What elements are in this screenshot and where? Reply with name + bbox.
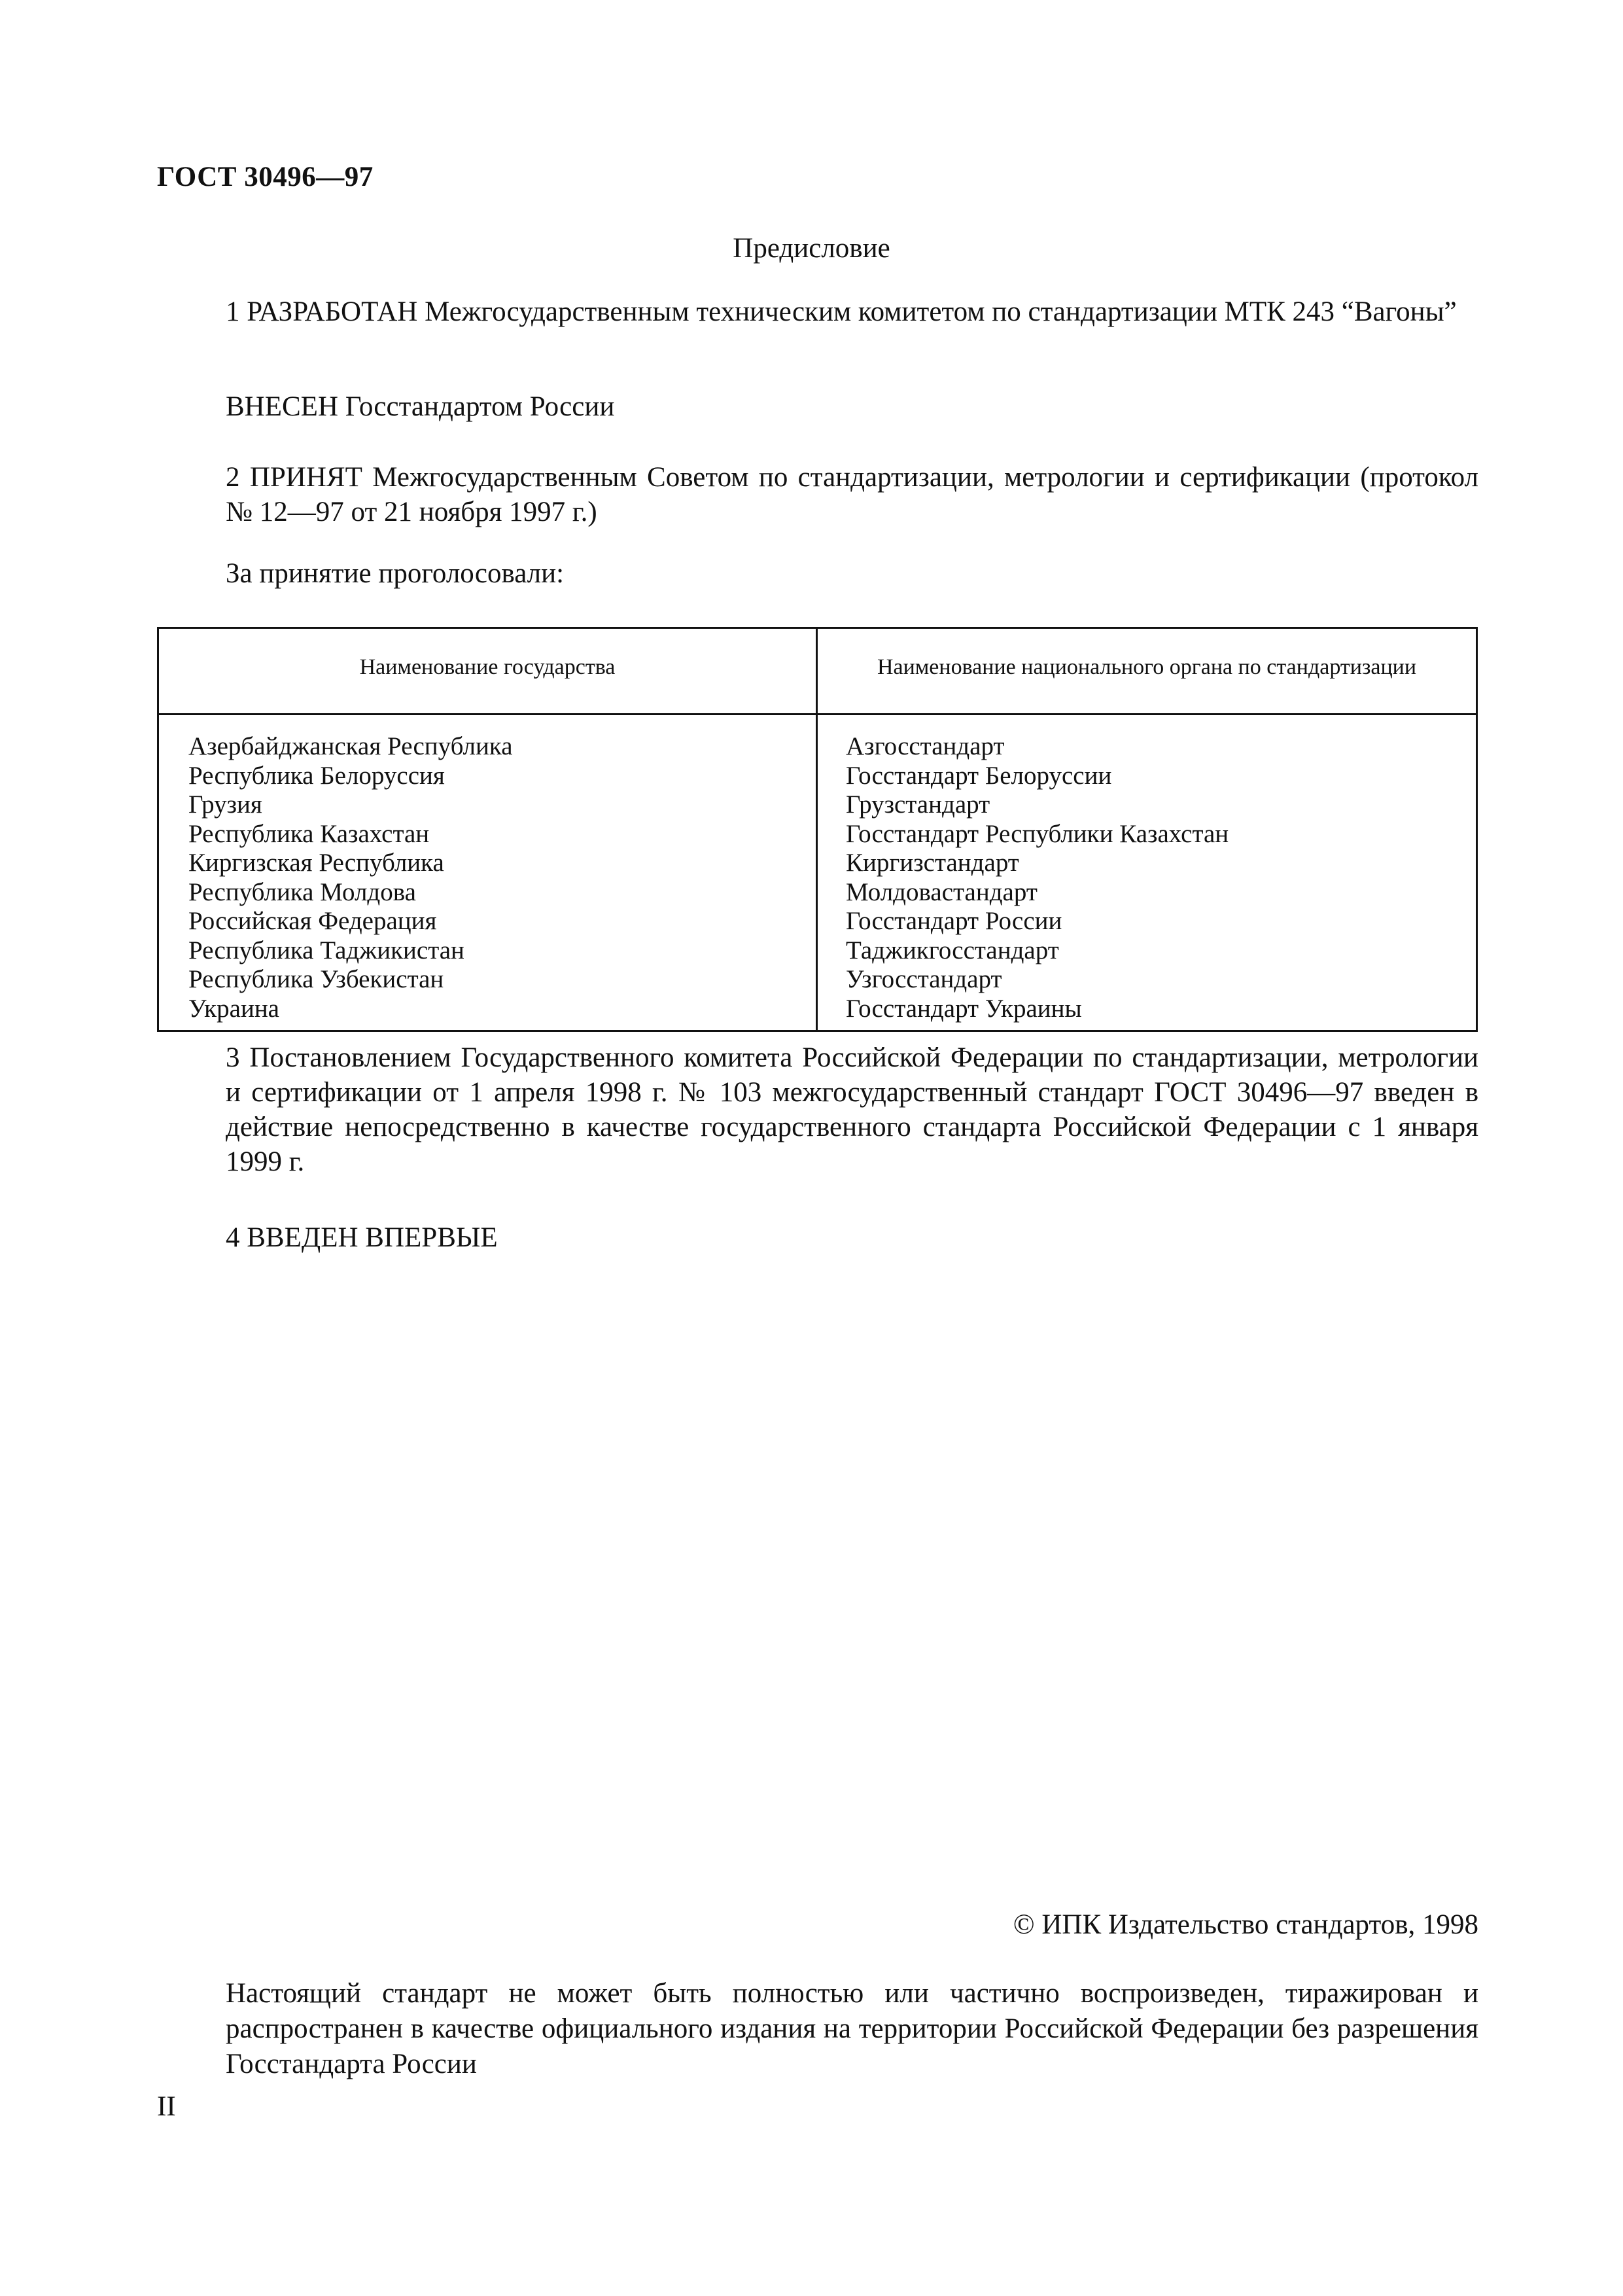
table-cell-state: Республика Узбекистан [188, 965, 444, 993]
table-column-divider [816, 629, 818, 1030]
paragraph-introduced-by: ВНЕСЕН Госстандартом России [226, 391, 615, 422]
paragraph-enactment: 3 Постановлением Государственного комитета Российской Федерации по стандартизации, метрологии и сертификации от 1 апреля 1998 г. № 103 межгосударственный стандарт ГОСТ 30496—97 введен в действие непосредственно в качестве государственного стандарта Российской Федерации с 1 января 1999 г. [226, 1042, 1478, 1177]
state-list [188, 732, 513, 1023]
table-header-state: Наименование государства [359, 655, 616, 679]
paragraph-developed-by: 1 РАЗРАБОТАН Межгосударственным техническим комитетом по стандартизации МТК 243 “Вагоны” [226, 296, 1457, 327]
table-cell-national-body: Киргизстандарт [846, 849, 1019, 877]
paragraph-first-introduced: 4 ВВЕДЕН ВПЕРВЫЕ [226, 1222, 498, 1253]
reproduction-notice: Настоящий стандарт не может быть полностью или частично воспроизведен, тиражирован и распространен в качестве официального издания на территории Российской Федерации без разрешения Госстандарта России [226, 1978, 1478, 2079]
table-cell-state: Киргизская Республика [188, 849, 444, 877]
table-cell-state: Республика Казахстан [188, 819, 430, 848]
table-cell-state: Республика Молдова [188, 877, 416, 906]
table-cell-national-body: Госстандарт России [846, 907, 1062, 935]
table-cell-national-body: Таджикгосстандарт [846, 936, 1059, 964]
table-header-national-body: Наименование национального органа по стандартизации [877, 655, 1417, 679]
paragraph-adopted-by: 2 ПРИНЯТ Межгосударственным Советом по стандартизации, метрологии и сертификации (протокол № 12—97 от 21 ноября 1997 г.) [226, 462, 1478, 527]
national-body-list [846, 732, 1229, 1023]
table-header-divider [159, 713, 1476, 715]
table-cell-state: Республика Белоруссия [188, 761, 445, 790]
table-cell-state: Украина [188, 994, 279, 1023]
paragraph-voted-for: За принятие проголосовали: [226, 558, 565, 589]
document-code: ГОСТ 30496—97 [157, 162, 374, 192]
table-cell-national-body: Госстандарт Белоруссии [846, 761, 1112, 790]
page-number: II [157, 2091, 176, 2122]
table-cell-national-body: Узгосстандарт [846, 965, 1002, 993]
table-cell-national-body: Азгосстандарт [846, 732, 1005, 760]
table-cell-national-body: Госстандарт Республики Казахстан [846, 819, 1229, 848]
table-cell-national-body: Госстандарт Украины [846, 994, 1082, 1023]
table-cell-national-body: Молдовастандарт [846, 877, 1038, 906]
table-cell-state: Грузия [188, 790, 262, 819]
foreword-title: Предисловие [733, 233, 890, 264]
copyright-notice: © ИПК Издательство стандартов, 1998 [1013, 1909, 1478, 1940]
voting-table [157, 627, 1478, 1032]
table-cell-state: Азербайджанская Республика [188, 732, 513, 760]
table-cell-national-body: Грузстандарт [846, 790, 990, 819]
table-cell-state: Российская Федерация [188, 907, 437, 935]
table-cell-state: Республика Таджикистан [188, 936, 464, 964]
